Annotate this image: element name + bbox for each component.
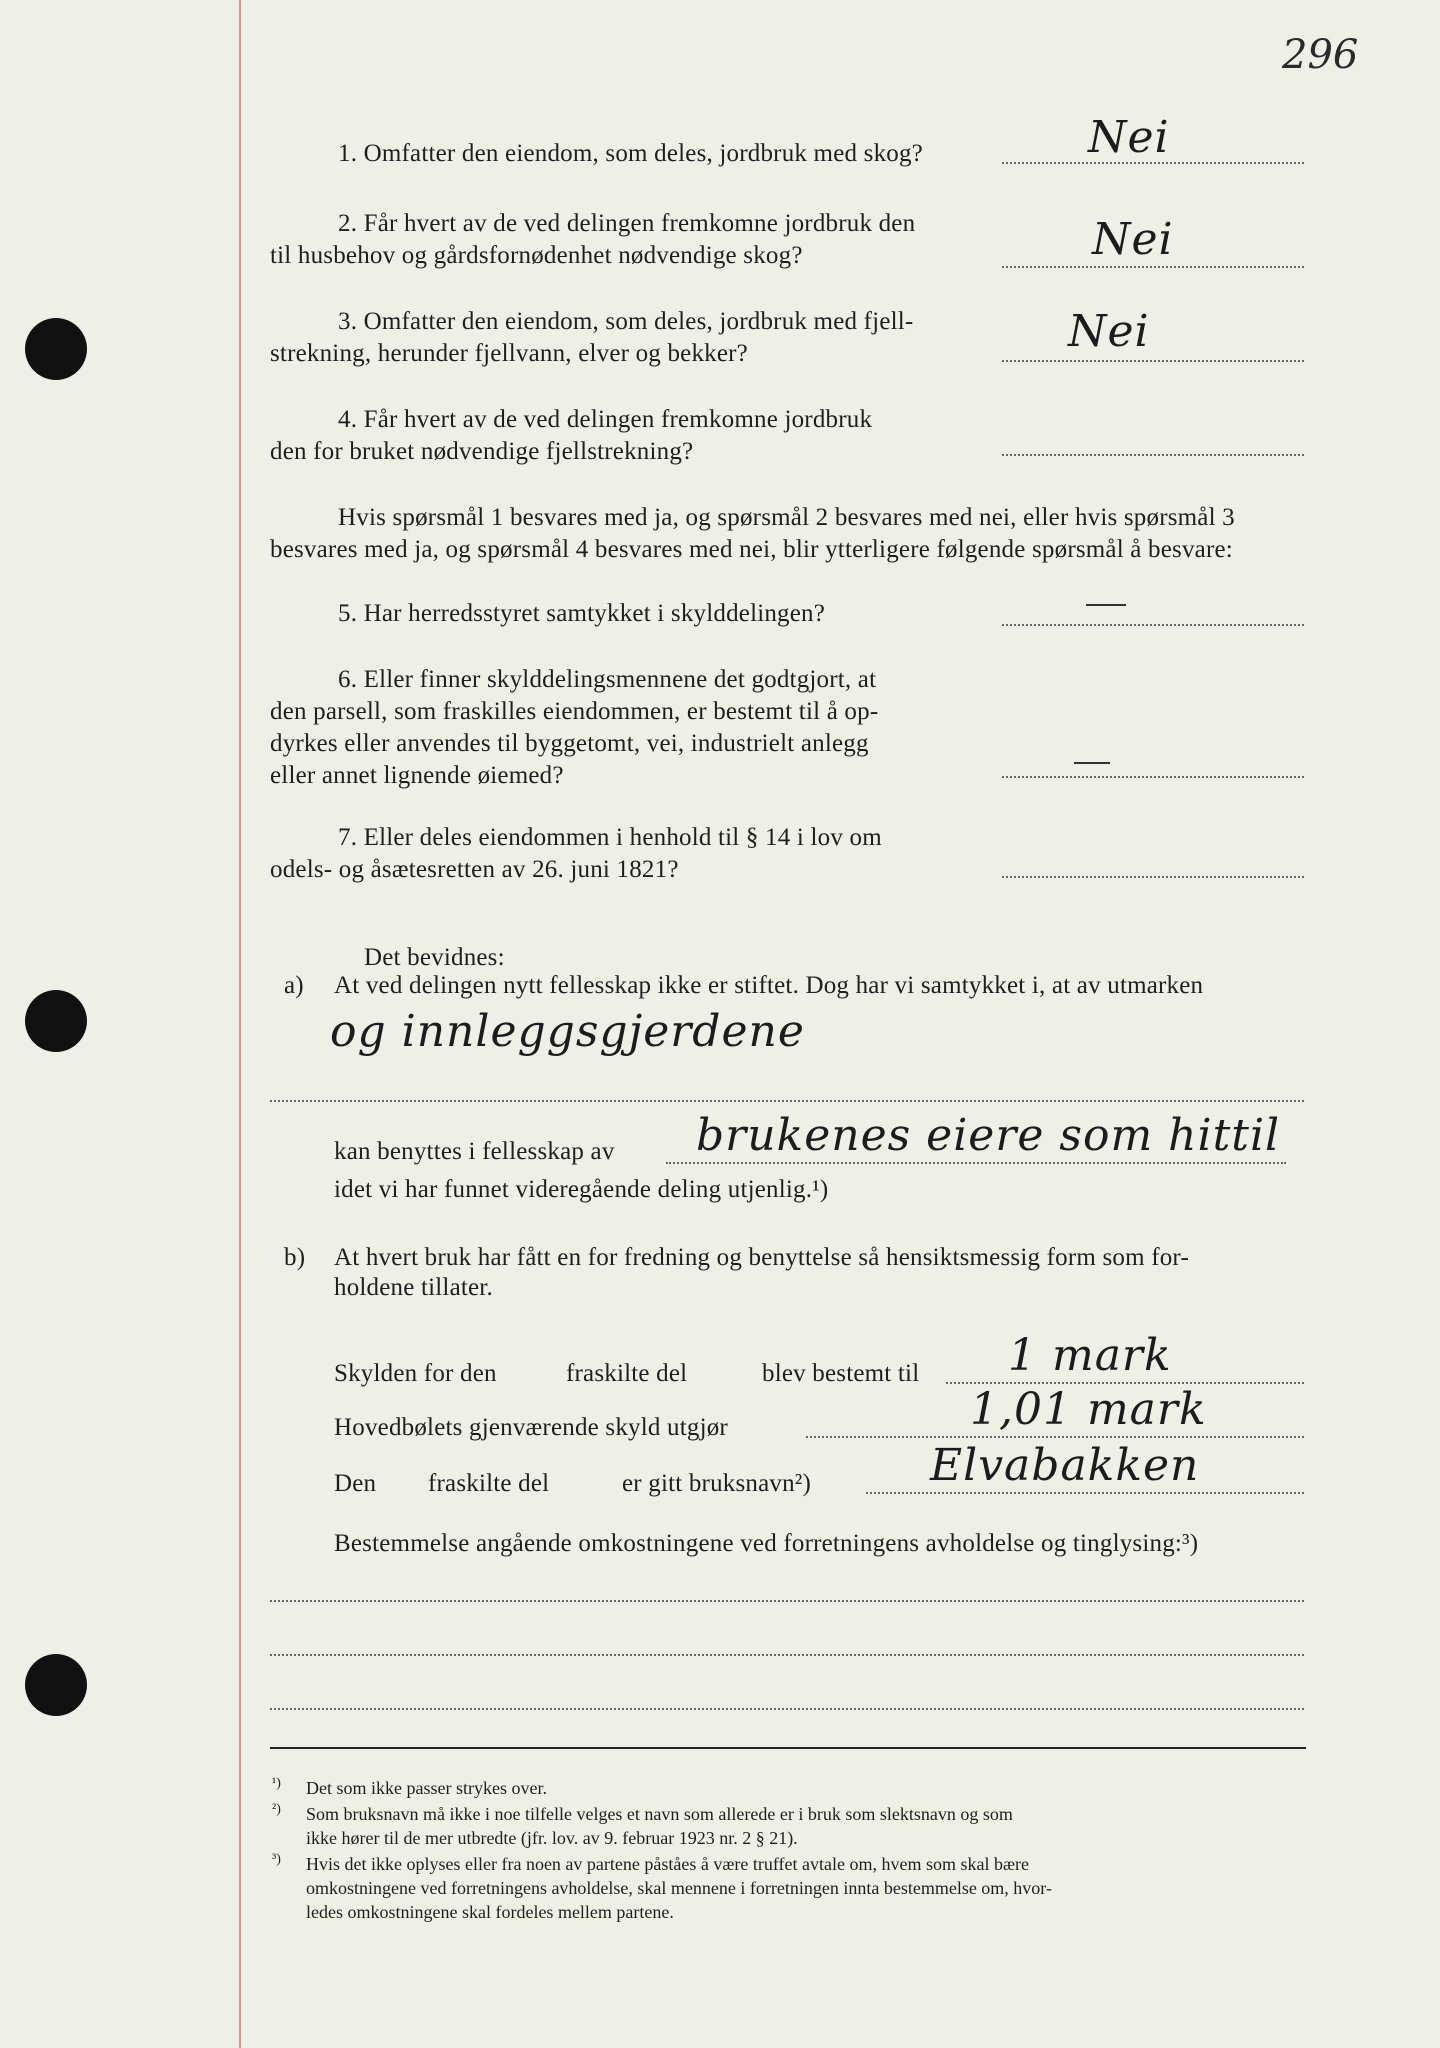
answer-line-3	[1002, 360, 1304, 362]
attest-a-marker: a)	[284, 972, 304, 999]
question-2-line-1: 2. Får hvert av de ved delingen fremkomne jordbruk den	[338, 210, 916, 237]
footnote-2-line-2: ikke hører til de mer utbredte (jfr. lov. av 9. februar 1923 nr. 2 § 21).	[306, 1828, 798, 1848]
attest-use-line	[666, 1162, 1286, 1164]
attest-b-line-2: holdene tillater.	[334, 1274, 493, 1301]
answer-line-7	[1002, 876, 1304, 878]
page-number: 296	[1282, 32, 1359, 78]
attest-a-line	[270, 1100, 1304, 1102]
answer-6-dash	[1074, 762, 1110, 764]
skyld-label-part-2: fraskilte del	[566, 1360, 688, 1387]
footnote-1-marker: ¹)	[272, 1776, 281, 1791]
omkostning-line-1	[270, 1600, 1304, 1602]
hovedbol-label: Hovedbølets gjenværende skyld utgjør	[334, 1414, 728, 1441]
question-6-line-4: eller annet lignende øiemed?	[270, 762, 564, 789]
answer-5-dash	[1086, 604, 1126, 606]
attest-use-handwritten: brukenes eiere som hittil	[696, 1110, 1281, 1161]
attest-b-line-1: At hvert bruk har fått en for fredning og benyttelse så hensiktsmessig form som for-	[334, 1244, 1189, 1271]
footnote-3-line-3: ledes omkostningene skal fordeles mellem partene.	[306, 1902, 674, 1922]
answer-3-handwritten: Nei	[1068, 306, 1150, 357]
attest-heading: Det bevidnes:	[364, 944, 505, 971]
attest-a-text: At ved delingen nytt fellesskap ikke er stiftet. Dog har vi samtykket i, at av utmarken	[334, 972, 1204, 999]
answer-line-2	[1002, 266, 1304, 268]
attest-a-handwritten: og innleggsgjerdene	[330, 1006, 805, 1057]
condition-line-2: besvares med ja, og spørsmål 4 besvares med nei, blir ytterligere følgende spørsmål å besvare:	[270, 536, 1233, 563]
bruksnavn-value-handwritten: Elvabakken	[930, 1440, 1200, 1491]
question-6-line-3: dyrkes eller anvendes til byggetomt, vei, industrielt anlegg	[270, 730, 869, 757]
question-3-line-2: strekning, herunder fjellvann, elver og bekker?	[270, 340, 748, 367]
answer-line-5	[1002, 624, 1304, 626]
punch-hole-top	[25, 318, 87, 380]
footnote-2-marker: ²)	[272, 1802, 281, 1817]
footnote-3-marker: ³)	[272, 1852, 281, 1867]
bruksnavn-label-part-1: Den	[334, 1470, 377, 1497]
omkostning-label: Bestemmelse angående omkostningene ved forretningens avholdelse og tinglysing:³)	[334, 1530, 1199, 1557]
skyld-label-part-1: Skylden for den	[334, 1360, 497, 1387]
question-7-line-1: 7. Eller deles eiendommen i henhold til § 14 i lov om	[338, 824, 882, 851]
bruksnavn-label-part-2: fraskilte del	[428, 1470, 550, 1497]
footnote-3-line-1: Hvis det ikke oplyses eller fra noen av partene påståes å være truffet avtale om, hvem som skal bære	[306, 1854, 1029, 1874]
omkostning-line-3	[270, 1708, 1304, 1710]
hovedbol-value-line	[806, 1436, 1304, 1438]
question-6-line-1: 6. Eller finner skylddelingsmennene det godtgjort, at	[338, 666, 877, 693]
punch-hole-bottom	[25, 1654, 87, 1716]
question-2-line-2: til husbehov og gårdsfornødenhet nødvendige skog?	[270, 242, 803, 269]
footnote-2-line-1: Som bruksnavn må ikke i noe tilfelle velges et navn som allerede er i bruk som slektsnavn og som	[306, 1804, 1013, 1824]
punch-hole-middle	[25, 990, 87, 1052]
skyld-label-part-3: blev bestemt til	[762, 1360, 920, 1387]
question-4-line-2: den for bruket nødvendige fjellstrekning?	[270, 438, 694, 465]
attest-b-marker: b)	[284, 1244, 306, 1271]
question-6-line-2: den parsell, som fraskilles eiendommen, er bestemt til å op-	[270, 698, 879, 725]
margin-line	[239, 0, 241, 2048]
attest-reason: idet vi har funnet videregående deling utjenlig.¹)	[334, 1176, 829, 1203]
bruksnavn-value-line	[866, 1492, 1304, 1494]
condition-line-1: Hvis spørsmål 1 besvares med ja, og spørsmål 2 besvares med nei, eller hvis spørsmål 3	[338, 504, 1235, 531]
question-5-line-1: 5. Har herredsstyret samtykket i skylddelingen?	[338, 600, 826, 627]
omkostning-line-2	[270, 1654, 1304, 1656]
skyld-value-handwritten: 1 mark	[1008, 1330, 1172, 1381]
hovedbol-value-handwritten: 1,01 mark	[970, 1384, 1207, 1435]
question-1-line-1: 1. Omfatter den eiendom, som deles, jordbruk med skog?	[338, 140, 923, 167]
answer-line-6	[1002, 776, 1304, 778]
attest-use-label: kan benyttes i fellesskap av	[334, 1138, 615, 1165]
answer-line-4	[1002, 454, 1304, 456]
question-3-line-1: 3. Omfatter den eiendom, som deles, jordbruk med fjell-	[338, 308, 914, 335]
answer-2-handwritten: Nei	[1092, 214, 1174, 265]
footnote-1-text: Det som ikke passer strykes over.	[306, 1778, 547, 1798]
question-7-line-2: odels- og åsætesretten av 26. juni 1821?	[270, 856, 679, 883]
footnote-3-line-2: omkostningene ved forretningens avholdelse, skal mennene i forretningen innta bestemmelse om, hvor-	[306, 1878, 1052, 1898]
footnote-separator	[270, 1747, 1306, 1749]
answer-1-handwritten: Nei	[1088, 112, 1170, 163]
bruksnavn-label-part-3: er gitt bruksnavn²)	[622, 1470, 812, 1497]
question-4-line-1: 4. Får hvert av de ved delingen fremkomne jordbruk	[338, 406, 873, 433]
